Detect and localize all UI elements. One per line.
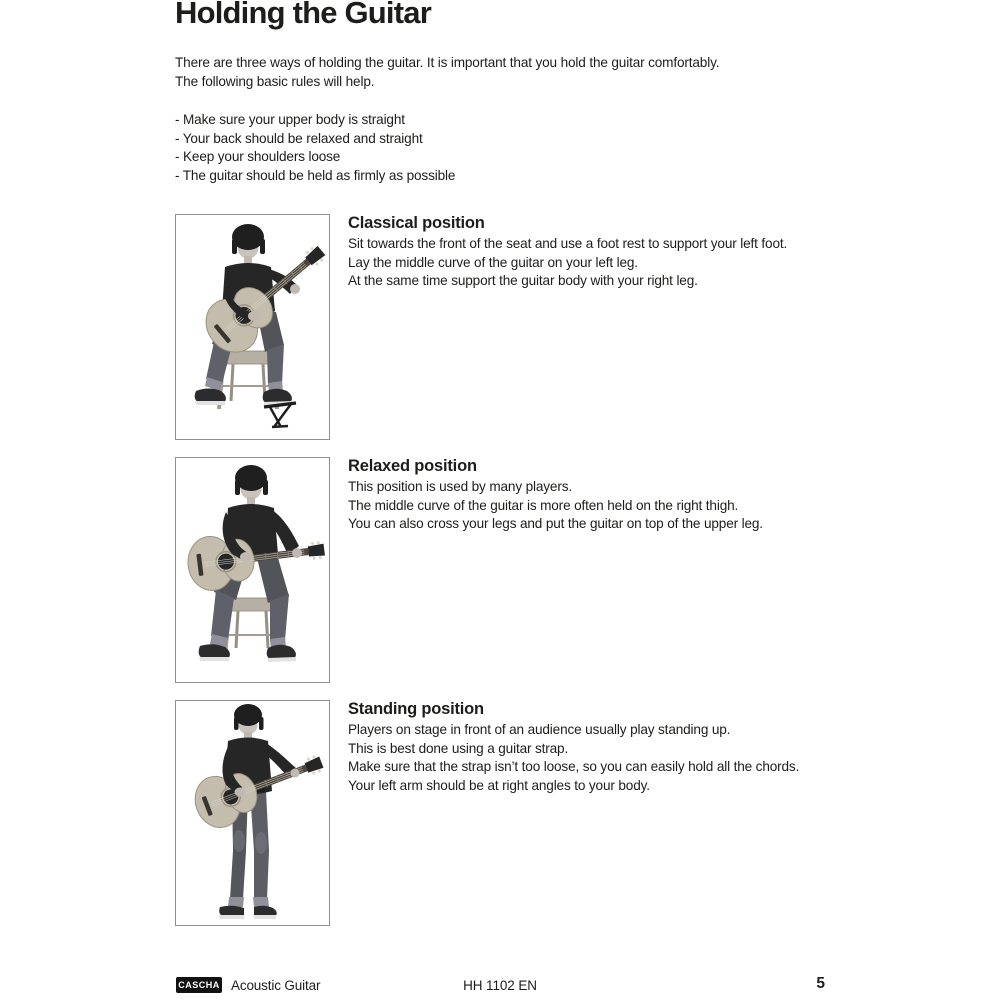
rule-item: - Your back should be relaxed and straight bbox=[175, 130, 423, 146]
rules-list bbox=[175, 111, 455, 186]
classical-position-photo bbox=[175, 214, 330, 440]
standing-position-photo bbox=[175, 700, 330, 926]
intro-paragraph bbox=[175, 54, 719, 92]
section-text bbox=[348, 214, 826, 291]
section-heading: Standing position bbox=[348, 700, 484, 718]
section-text bbox=[348, 700, 826, 796]
section-line: This is best done using a guitar strap. bbox=[348, 740, 569, 756]
section-line: Lay the middle curve of the guitar on your left leg. bbox=[348, 254, 638, 270]
intro-line: The following basic rules will help. bbox=[175, 73, 375, 89]
section-text bbox=[348, 457, 826, 534]
section-line: At the same time support the guitar body with your right leg. bbox=[348, 273, 698, 289]
rule-item: - The guitar should be held as firmly as possible bbox=[175, 168, 456, 184]
footer-product-code: HH 1102 EN bbox=[463, 978, 537, 993]
rule-item: - Make sure your upper body is straight bbox=[175, 112, 405, 127]
standing-position-illustration bbox=[176, 701, 329, 925]
rule-item: - Keep your shoulders loose bbox=[175, 149, 341, 165]
section-line: This position is used by many players. bbox=[348, 479, 572, 494]
relaxed-position-illustration bbox=[176, 458, 329, 682]
relaxed-position-photo bbox=[175, 457, 330, 683]
section-classical-position bbox=[175, 214, 825, 454]
section-relaxed-position bbox=[175, 457, 825, 697]
section-line: The middle curve of the guitar is more often held on the right thigh. bbox=[348, 497, 739, 513]
section-line: Sit towards the front of the seat and use a foot rest to support your left foot. bbox=[348, 236, 788, 251]
section-line: Your left arm should be at right angles to your body. bbox=[348, 778, 650, 794]
classical-position-illustration bbox=[176, 215, 329, 439]
section-line: Make sure that the strap isn’t too loose, so you can easily hold all the chords. bbox=[348, 759, 800, 775]
section-line: Players on stage in front of an audience usually play standing up. bbox=[348, 722, 731, 737]
section-heading: Classical position bbox=[348, 214, 485, 232]
footer-page-number: 5 bbox=[816, 975, 825, 992]
section-line: You can also cross your legs and put the guitar on top of the upper leg. bbox=[348, 516, 763, 532]
intro-line: There are three ways of holding the guitar. It is important that you hold the guitar comfortably. bbox=[175, 55, 720, 70]
section-heading: Relaxed position bbox=[348, 457, 477, 475]
section-standing-position bbox=[175, 700, 825, 940]
cascha-logo-text: CASCHA bbox=[178, 980, 220, 990]
page-title: Holding the Guitar bbox=[175, 0, 431, 30]
footer-series-label: Acoustic Guitar bbox=[231, 978, 321, 993]
